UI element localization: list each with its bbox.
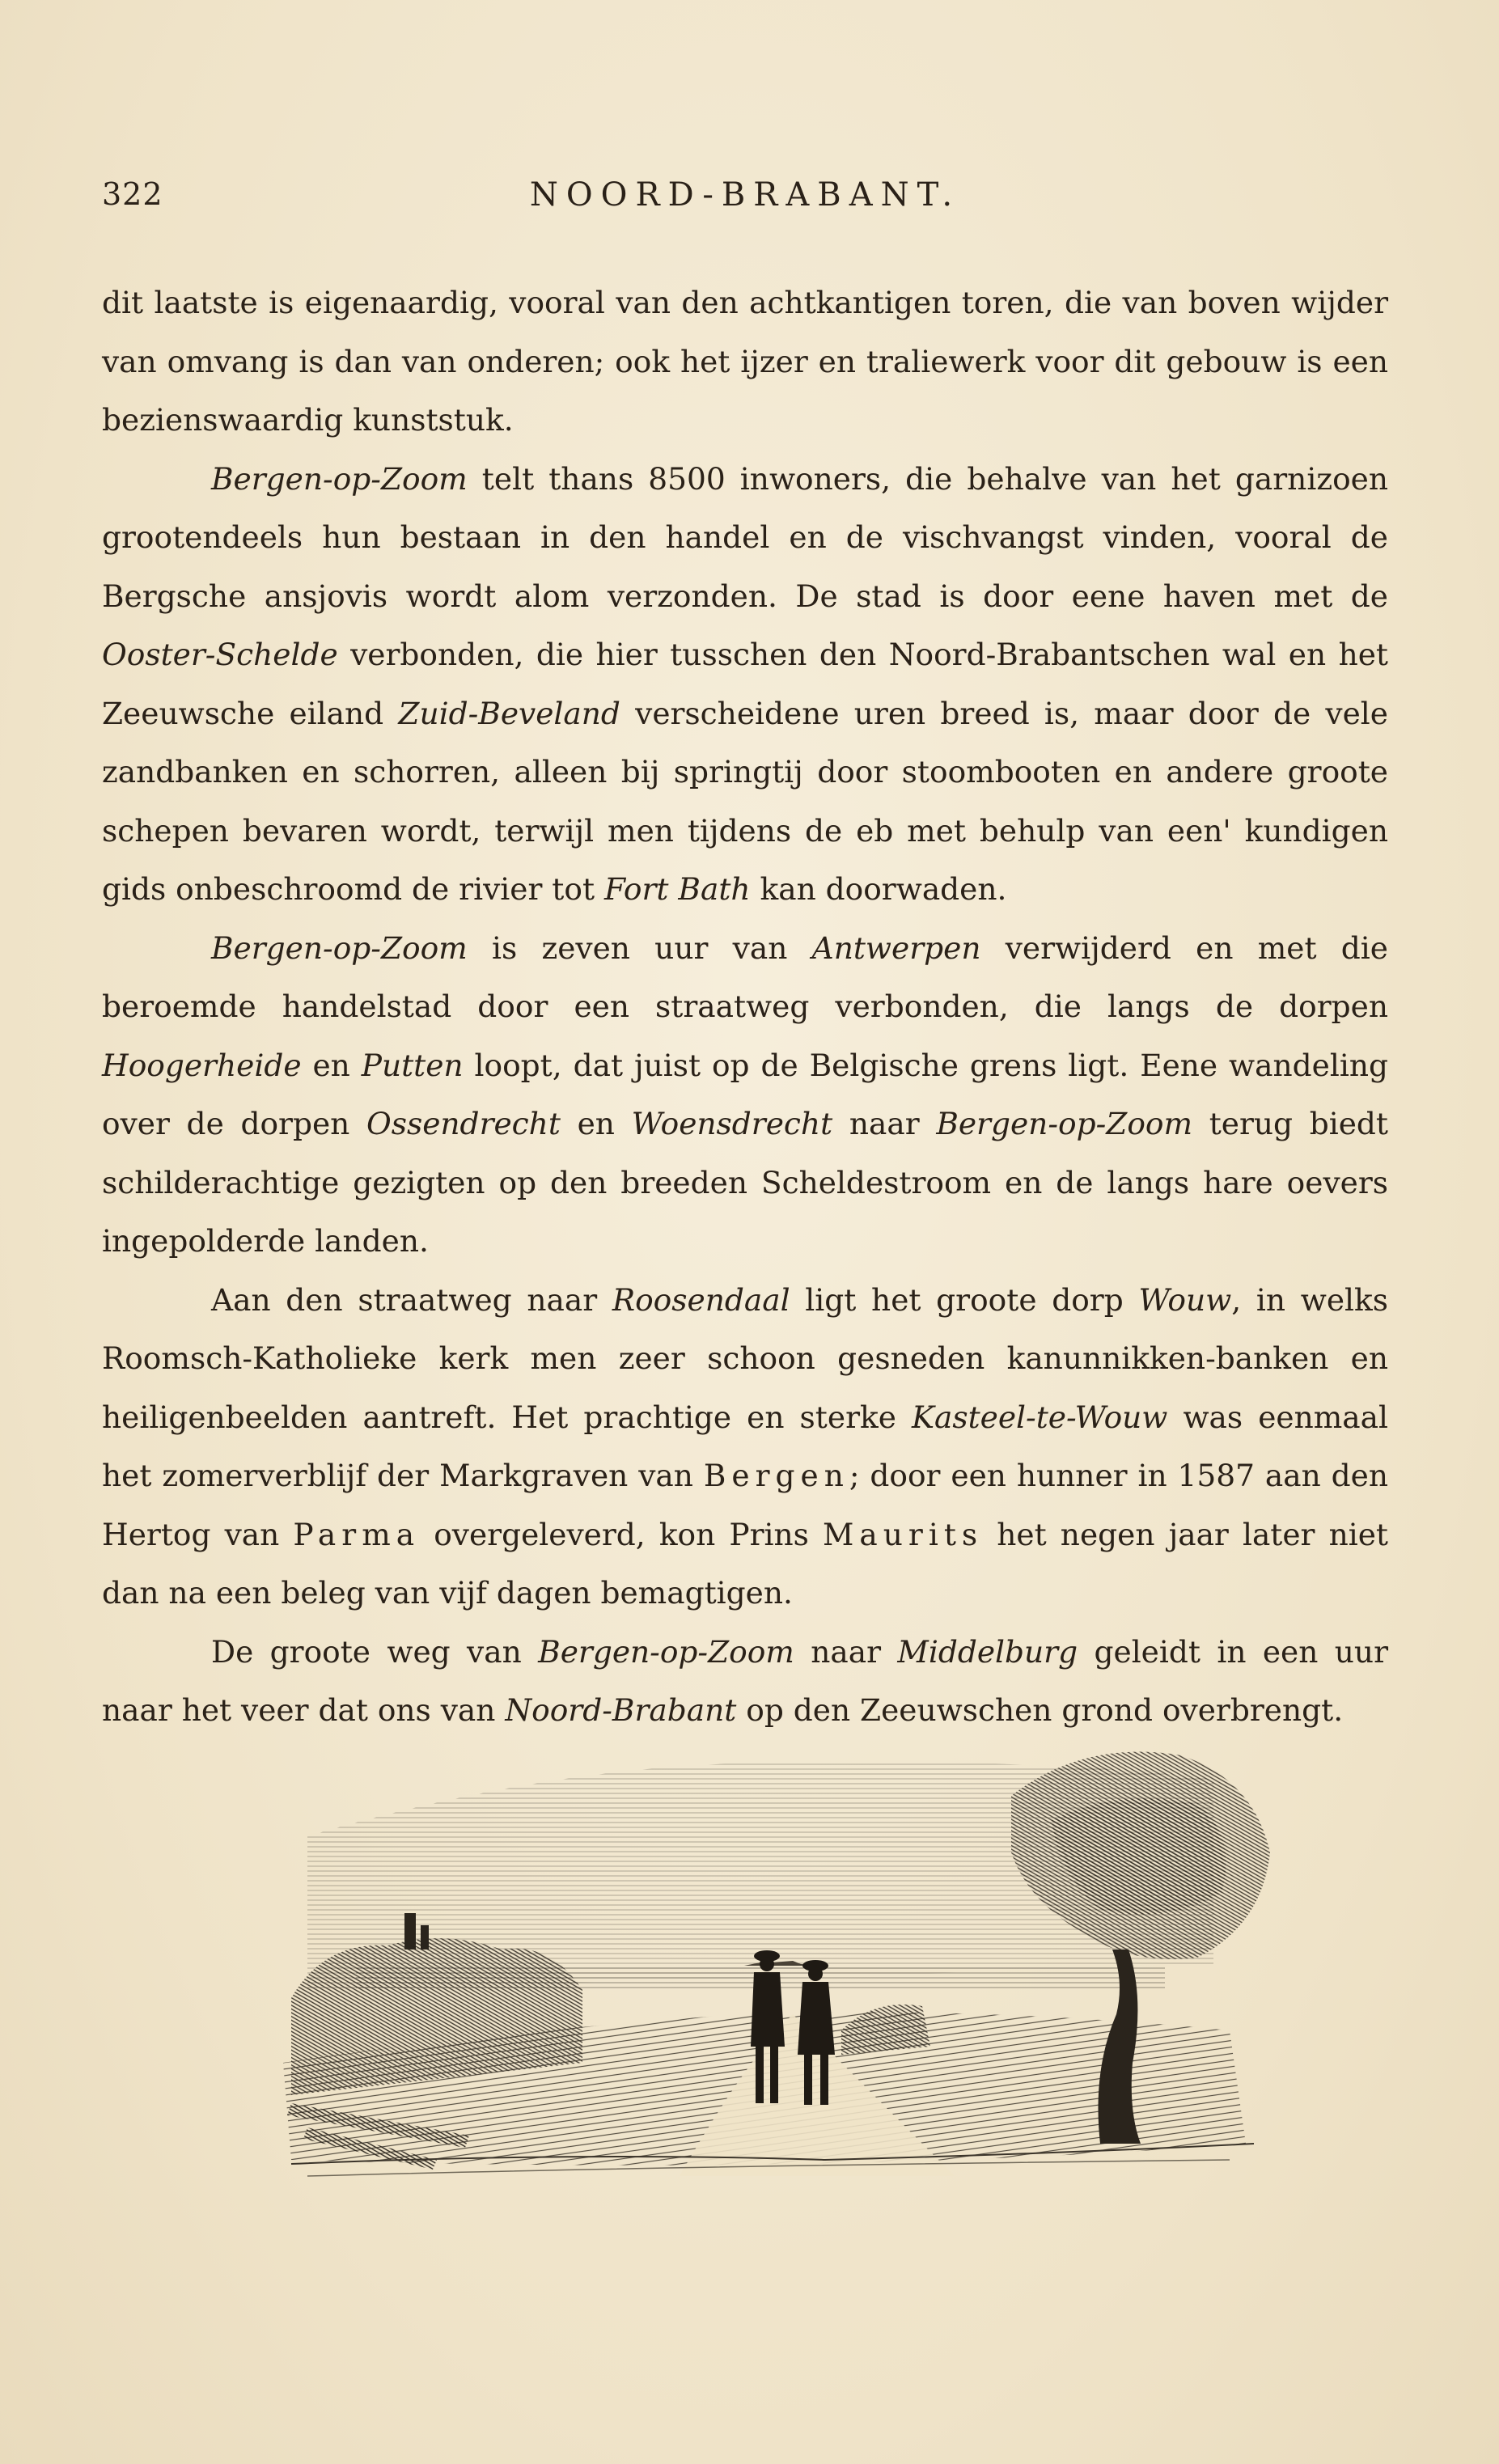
text-run: Aan den straatweg naar xyxy=(211,1281,612,1318)
page-number: 322 xyxy=(102,176,163,212)
paragraph-4 xyxy=(102,1271,1388,1623)
text-run: De groote weg van xyxy=(211,1633,539,1670)
paragraph-3 xyxy=(102,919,1388,1271)
italic-name: Putten xyxy=(361,1047,464,1083)
text-run: ; door een hunner in 1587 aan den Hertog van xyxy=(102,1458,1389,1552)
text-run: kan doorwaden. xyxy=(750,871,1007,907)
italic-name: Zuid-Beveland xyxy=(398,695,620,731)
text-run: naar xyxy=(832,1106,937,1141)
italic-name: Ooster-Schelde xyxy=(102,637,338,672)
text-run: verwijderd en met die beroemde handelstad door een straatweg verbonden, die langs de dorpen xyxy=(102,929,1388,1024)
text-run: en xyxy=(301,1047,362,1083)
italic-name: Bergen-op-Zoom xyxy=(211,460,468,497)
text-run: terug biedt schilderachtige gezigten op den breeden Scheldestroom en de langs hare oevers ingepolderde landen. xyxy=(102,1106,1389,1259)
italic-name: Wouw xyxy=(1138,1281,1232,1318)
italic-name: Noord-Brabant xyxy=(505,1692,737,1728)
text-run: verbonden, die hier tusschen den Noord-Brabantschen wal en het Zeeuwsche eiland xyxy=(102,637,1388,731)
body-text xyxy=(102,273,1388,1740)
italic-name: Roosendaal xyxy=(612,1281,790,1318)
text-run: naar xyxy=(794,1633,898,1670)
text-run: is zeven uur van xyxy=(467,929,812,966)
italic-name: Bergen-op-Zoom xyxy=(538,1633,794,1670)
text-run: was eenmaal het zomerverblijf der Markgraven van xyxy=(102,1399,1388,1493)
text-run: verscheidene uren breed is, maar door de vele zandbanken en schorren, alleen bij springtij door stoombooten en andere groote schepen bevaren wordt, terwijl men tijdens de eb met behulp van een' kundigen gids onbeschroomd de rivier tot xyxy=(102,695,1388,907)
text-run: ligt het groote dorp xyxy=(790,1281,1139,1318)
page-header xyxy=(102,176,1388,225)
text-run: geleidt in een uur naar het veer dat ons van xyxy=(102,1633,1389,1728)
text-run: overgeleverd, kon Prins xyxy=(420,1516,824,1552)
paragraph-2 xyxy=(102,450,1388,919)
italic-name: Bergen-op-Zoom xyxy=(211,929,468,966)
italic-name: Hoogerheide xyxy=(102,1047,302,1083)
text-run: telt thans 8500 inwoners, die behalve van het garnizoen grootendeels hun bestaan in den handel en de vischvangst vinden, vooral de Bergsche ansjovis wordt alom verzonden. De stad is door eene haven met de xyxy=(102,460,1388,614)
landscape-engraving xyxy=(259,1723,1327,2208)
running-title: NOORD-BRABANT. xyxy=(529,176,961,214)
text-run: op den Zeeuwschen grond overbrengt. xyxy=(736,1692,1344,1728)
spaced-name: Maurits xyxy=(823,1516,984,1552)
italic-name: Middelburg xyxy=(897,1633,1078,1670)
text-run: dit laatste is eigenaardig, vooral van den achtkantigen toren, die van boven wijder van omvang is dan van onderen; ook het ijzer en traliewerk voor dit gebouw is een bezienswaardig kunststuk. xyxy=(102,285,1388,438)
text-run: loopt, dat juist op de Belgische grens ligt. Eene wandeling over de dorpen xyxy=(102,1047,1388,1141)
italic-name: Kasteel-te-Wouw xyxy=(911,1399,1168,1435)
italic-name: Bergen-op-Zoom xyxy=(936,1106,1193,1141)
text-run: het negen jaar later niet dan na een beleg van vijf dagen bemagtigen. xyxy=(102,1516,1388,1611)
text-run: , in welks Roomsch-Katholieke kerk men zeer schoon gesneden kanunnikken-banken en heiligenbeelden aantreft. Het prachtige en sterke xyxy=(102,1281,1388,1435)
italic-name: Fort Bath xyxy=(603,871,751,907)
spaced-name: Parma xyxy=(293,1516,421,1552)
italic-name: Antwerpen xyxy=(811,929,981,966)
italic-name: Woensdrecht xyxy=(631,1106,833,1141)
spaced-name: Bergen xyxy=(703,1458,849,1493)
italic-name: Ossendrecht xyxy=(366,1106,561,1141)
paragraph-5 xyxy=(102,1623,1388,1740)
text-run: en xyxy=(560,1106,632,1141)
paragraph-1 xyxy=(102,273,1388,450)
